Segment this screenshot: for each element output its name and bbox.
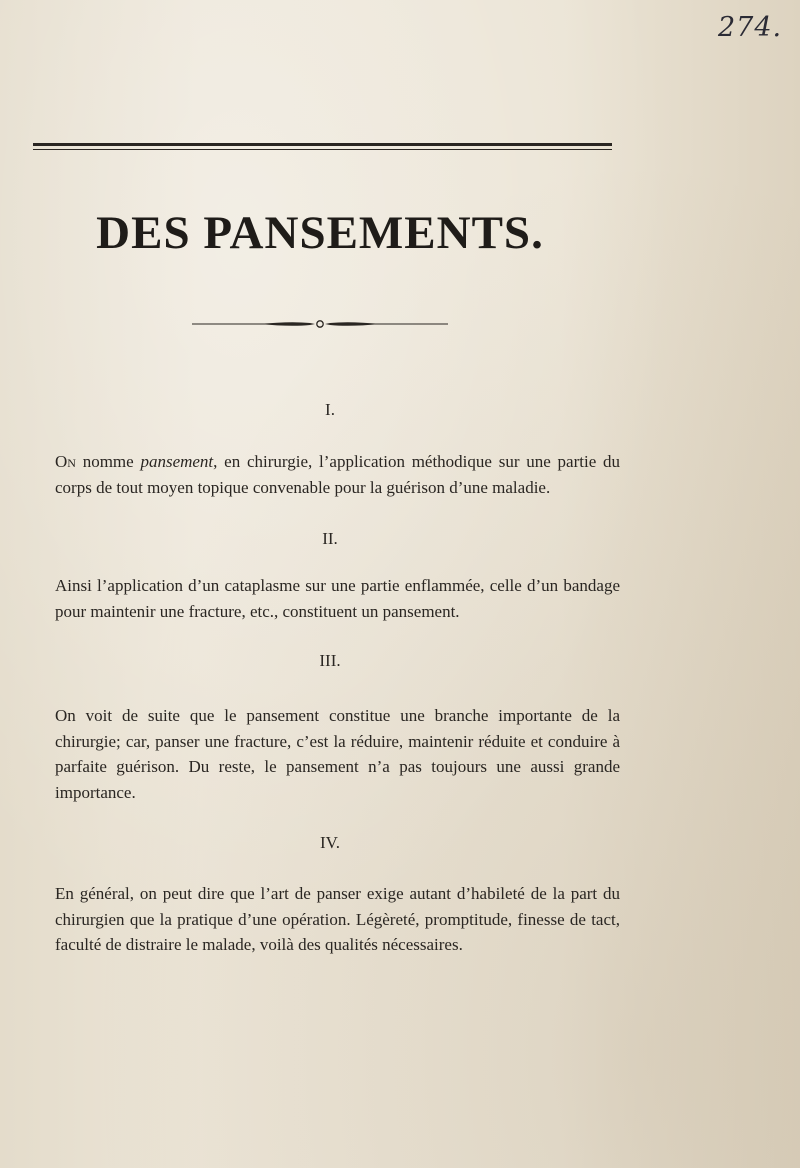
paragraph-connector: nomme [75, 452, 141, 471]
ornamental-rule-icon [190, 316, 450, 332]
paragraph-text: , en chirurgie, l’application méthodique sur une partie du corps de tout moyen topique convenable pour la guérison d’une maladie. [55, 452, 620, 497]
folio-number: 274. [718, 12, 783, 43]
defined-term: pansement [140, 452, 214, 471]
section-numeral-1: I. [325, 400, 335, 419]
section-paragraph-2: Ainsi l’application d’un cataplasme sur une partie enflammée, celle d’un bandage pour maintenir une fracture, etc., constituent un pansement. [55, 576, 620, 621]
section-numeral-3: III. [319, 651, 341, 670]
header-rule-thick [33, 143, 612, 146]
section-paragraph-4: En général, on peut dire que l’art de panser exige autant d’habileté de la part du chirurgien que la pratique d’une opération. Légèreté, promptitude, finesse de tact, faculté de distraire le malade, voilà des qualités nécessaires. [55, 884, 620, 954]
paragraph-lead-word: On [55, 452, 76, 471]
section-paragraph-1 [55, 449, 620, 500]
page-title: DES PANSEMENTS. [96, 207, 544, 259]
header-rule-thin [33, 149, 612, 150]
section-paragraph-3: On voit de suite que le pansement constitue une branche importante de la chirurgie; car, panser une fracture, c’est la réduire, maintenir réduite et conduire à parfaite guérison. Du reste, le pansement n’a pas toujours une aussi grande importance. [55, 706, 620, 802]
section-numeral-4: IV. [320, 833, 340, 852]
section-numeral-2: II. [322, 529, 338, 548]
